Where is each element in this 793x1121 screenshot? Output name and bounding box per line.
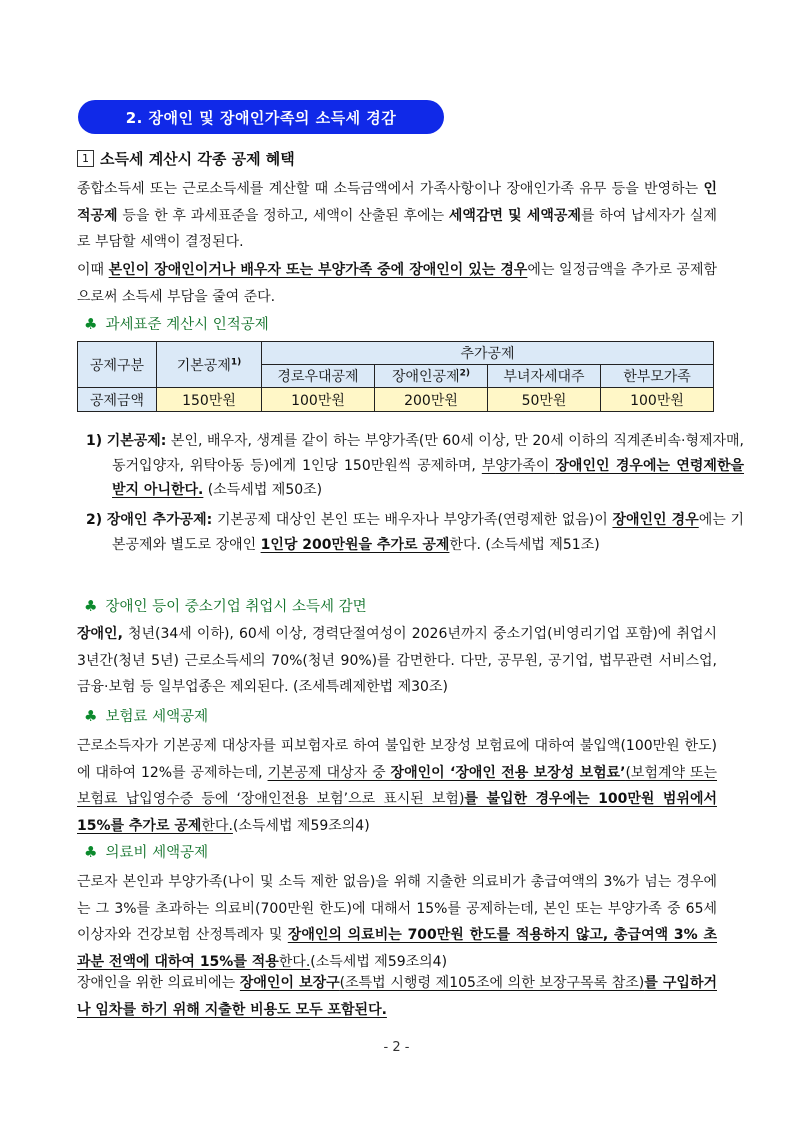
table-cell: 100만원: [601, 388, 714, 412]
bold-term: 인적공제: [77, 181, 717, 224]
emphasis-underlined: 본인이 장애인이거나 배우자 또는 부양가족 중에 장애인이 있는 경우: [108, 262, 528, 278]
note-basic-deduction: 1) 기본공제: 본인, 배우자, 생계를 같이 하는 부양가족(만 60세 이상, 만 20세 이하의 직계존비속·형제자매, 동거입양자, 위탁아동 등)에게 1인당 150만원씩 공제하며, 부양가족이 장애인인 경우에는 연령제한을 받지 아니한다. (소득세법 제50조): [86, 433, 745, 498]
deduction-table: [77, 341, 714, 412]
club-icon: ♣: [84, 842, 98, 861]
paragraph-disabled-extra: 이때 본인이 장애인이거나 배우자 또는 부양가족 중에 장애인이 있는 경우에는 일정금액을 추가로 공제함으로써 소득세 부담을 줄여 준다.: [77, 262, 717, 305]
paragraph-sme-reduction: 장애인, 청년(34세 이하), 60세 이상, 경력단절여성이 2026년까지 중소기업(비영리기업 포함)에 취업시 3년간(청년 5년) 근로소득세의 70%(청년 90%)를 감면한다. 다만, 공무원, 공기업, 법무관련 서비스업, 금융·보험 등 일부업종은 제외된다. (조세특례제한법 제30조): [77, 626, 717, 695]
section-title-pill: 2. 장애인 및 장애인가족의 소득세 경감: [78, 100, 444, 134]
note-disabled-deduction: 2) 장애인 추가공제: 기본공제 대상인 본인 또는 배우자나 부양가족(연령제한 없음)이 장애인인 경우에는 기본공제와 별도로 장애인 1인당 200만원을 추가로 공제한다. (소득세법 제51조): [86, 512, 745, 553]
table-header-basic: 기본공제$^{1)}$: [157, 342, 262, 388]
table-header-single-parent: 한부모가족: [601, 365, 714, 388]
table-cell: 200만원: [375, 388, 488, 412]
table-cell: 50만원: [488, 388, 601, 412]
table-cell: 100만원: [262, 388, 375, 412]
heading-insurance-credit: ♣ 보험료 세액공제: [84, 706, 209, 725]
heading-sme-reduction: ♣ 장애인 등이 중소기업 취업시 소득세 감면: [84, 596, 367, 615]
heading-personal-deduction: ♣ 과세표준 계산시 인적공제: [84, 314, 269, 333]
paragraph-assistive-devices: 장애인을 위한 의료비에는 장애인이 보장구(조특법 시행령 제105조에 의한 보장구목록 참조)를 구입하거나 임차를 하기 위해 지출한 비용도 모두 포함된다.: [77, 975, 717, 1018]
table-header-extra-group: 추가공제: [262, 342, 714, 365]
table-row-label: 공제금액: [78, 388, 157, 412]
subsection-title: 소득세 계산시 각종 공제 혜택: [100, 150, 295, 168]
paragraph-medical-credit: 근로자 본인과 부양가족(나이 및 소득 제한 없음)을 위해 지출한 의료비가 총급여액의 3%가 넘는 경우에는 그 3%를 초과하는 의료비(700만원 한도)에 대해서 15%를 공제하는데, 본인 또는 부양가족 중 65세 이상자와 건강보험 산정특례자 및 장애인의 의료비는 700만원 한도를 적용하지 않고, 총급여액 3% 초과분 전액에 대하여 15%를 적용한다.(소득세법 제59조의4): [77, 874, 717, 970]
club-icon: ♣: [84, 314, 98, 333]
bold-term: 세액감면 및 세액공제: [448, 207, 581, 224]
club-icon: ♣: [84, 706, 98, 725]
paragraph-intro: 종합소득세 또는 근로소득세를 계산할 때 소득금액에서 가족사항이나 장애인가족 유무 등을 반영하는 인적공제 등을 한 후 과세표준을 정하고, 세액이 산출된 후에는 세액감면 및 세액공제를 하여 납세자가 실제로 부담할 세액이 결정된다.: [77, 181, 717, 250]
subsection-heading: [77, 148, 295, 169]
page-number: - 2 -: [383, 1040, 410, 1055]
paragraph-insurance-credit: 근로소득자가 기본공제 대상자를 피보험자로 하여 불입한 보장성 보험료에 대하여 불입액(100만원 한도)에 대하여 12%를 공제하는데, 기본공제 대상자 중 장애인이 ‘장애인 전용 보장성 보험료’(보험계약 또는 보험료 납입영수증 등에 ‘장애인전용 보험’으로 표시된 보험)를 불입한 경우에는 100만원 범위에서 15%를 추가로 공제한다.(소득세법 제59조의4): [77, 738, 718, 834]
table-cell: 150만원: [157, 388, 262, 412]
heading-medical-credit: ♣ 의료비 세액공제: [84, 842, 209, 861]
club-icon: ♣: [84, 596, 98, 615]
boxed-number: 1: [77, 150, 94, 167]
table-header-category: 공제구분: [78, 342, 157, 388]
table-header-female-head: 부녀자세대주: [488, 365, 601, 388]
table-header-elderly: 경로우대공제: [262, 365, 375, 388]
table-header-disabled: 장애인공제$^{2)}$: [375, 365, 488, 388]
